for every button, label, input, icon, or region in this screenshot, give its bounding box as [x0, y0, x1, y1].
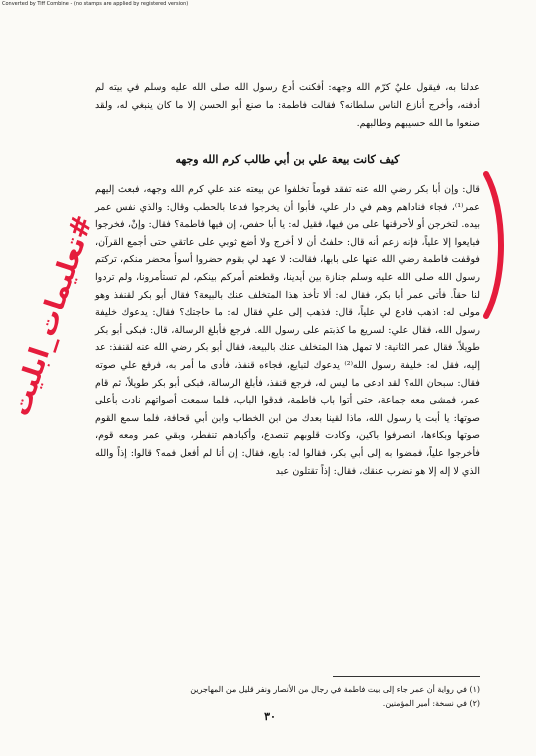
section-heading: كيف كانت بيعة علي بن أبي طالب كرم الله وجهه — [175, 153, 400, 166]
footnotes — [95, 683, 480, 711]
stamp-bracket-icon — [480, 170, 510, 320]
footnote-1: (١) في رواية أن عمر جاء إلى بيت فاطمة في رجال من الأنصار ونفر قليل من المهاجرين — [190, 685, 480, 694]
footnote-2: (٢) في نسخة: أمير المؤمنين. — [382, 699, 480, 708]
body-paragraph: قال: وإن أبا بكر رضي الله عنه تفقد قوماً تخلفوا عن بيعته عند علي كرم الله وجهه، فبعث إليهم عمر⁽¹⁾، فجاء فناداهم وهم في دار علي، فأبوا أن يخرجوا فدعا بالحطب وقال: والذي نفس عمر بيده. لتخرجن أو لأحرقنها على من فيها، فقيل له: يا أبا حفص، إن فيها فاطمة؟ فقال: وإنْ، فخرجوا فبايعوا إلا علياً، فإنه زعم أنه قال: حلفتُ أن لا أخرج ولا أضع ثوبي على عاتقي حتى أجمع القرآن، فوقفت فاطمة رضي الله عنها على بابها، فقالت: لا عهد لي بقوم حضروا أسوأ محضر منكم، تركتم رسول الله صلى الله عليه وسلم جنازة بين أيدينا، وقطعتم أمركم بينكم، لم تستأمرونا، ولم تردوا لنا حقاً. فأتى عمر أبا بكر، فقال له: ألا تأخذ هذا المتخلف عنك بالبيعة؟ فقال أبو بكر لقنفذ وهو مولى له: اذهب فادع لي علياً، قال: فذهب إلى علي فقال له: ما حاجتك؟ فقال: يدعوك خليفة رسول الله، فقال علي: لسريع ما كذبتم على رسول الله. فرجع فأبلغ الرسالة، قال: فبكى أبو بكر طويلاً. فقال عمر الثانية: لا تمهل هذا المتخلف عنك بالبيعة، فقال أبو بكر رضي الله عنه لقنفذ: عد إليه، فقل له: خليفة رسول الله⁽²⁾ يدعوك لتبايع، فجاءه قنفذ، فأدى ما أمر به، فرفع علي صوته فقال: سبحان الله؟ لقد ادعى ما ليس له، فرجع قنفذ، فأبلغ الرسالة، فبكى أبو بكر طويلاً، ثم قام عمر، فمشى معه جماعة، حتى أتوا باب فاطمة، فدقوا الباب، فلما سمعت أصواتهم نادت بأعلى صوتها: يا أبت يا رسول الله، ماذا لقينا بعدك من ابن الخطاب وابن أبي قحافة، فلما سمع القوم صوتها وبكاءها، انصرفوا باكين، وكادت قلوبهم تنصدع، وأكبادهم تنفطر، وبقي عمر ومعه قوم، فأخرجوا علياً، فمضوا به إلى أبي بكر، فقالوا له: بايع، فقال: إن أنا لم أفعل فمه؟ قالوا: إذاً والله الذي لا إله إلا هو نضرب عنقك، فقال: إذاً تقتلون عبد — [95, 184, 481, 477]
hashtag-stamp: #تعليمات_ابليت — [4, 211, 100, 420]
page-number: ٣٠ — [264, 710, 276, 723]
footnote-divider — [333, 676, 480, 677]
converter-banner: Converted by Tiff Combine - (no stamps are applied by registered version) — [2, 1, 189, 7]
intro-paragraph: عدلنا به، فيقول عليٌ كرّم الله وجهه: أفكنت أدع رسول الله صلى الله عليه وسلم في بيته لم أدفنه، وأخرج أنازع الناس سلطانه؟ فقالت فاطمة: ما صنع أبو الحسن إلا ما كان ينبغي له، ولقد صنعوا ما الله حسيبهم وطالبهم. — [95, 82, 480, 129]
